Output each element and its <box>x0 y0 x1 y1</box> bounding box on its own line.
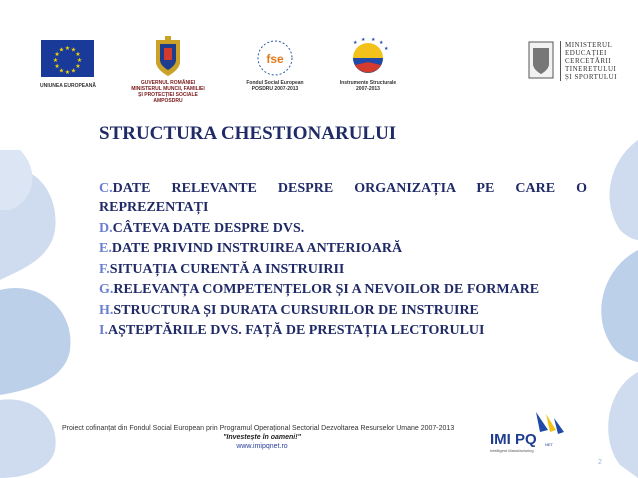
list-item <box>99 219 587 238</box>
fse-logo-text: fse <box>266 52 284 66</box>
list-item-text: DATE RELEVANTE DESPRE ORGANIZAȚIA PE CARE O REPREZENTAȚI <box>99 181 587 215</box>
list-item-text: RELEVANȚA COMPETENȚELOR ȘI A NEVOILOR DE FORMARE <box>113 282 540 297</box>
imipq-logo-icon <box>488 410 568 460</box>
is-caption: Instrumente Structurale 2007-2013 <box>339 80 397 92</box>
imipq-sub: Intelligent Manufacturing <box>490 448 534 453</box>
header-logos <box>0 0 638 120</box>
romania-coat-of-arms-icon <box>152 36 184 78</box>
list-item <box>99 239 587 258</box>
svg-text:★: ★ <box>58 67 65 75</box>
list-item-text: CÂTEVA DATE DESPRE DVS. <box>112 220 305 236</box>
page-number: 2 <box>598 459 602 466</box>
imipq-name: IMI PQ <box>490 431 537 448</box>
svg-text:★: ★ <box>70 46 77 54</box>
list-item <box>99 260 587 279</box>
list-item <box>99 280 587 299</box>
svg-text:★: ★ <box>54 51 60 58</box>
footer <box>62 424 462 451</box>
list-item-text: STRUCTURA ȘI DURATA CURSURILOR DE INSTRUIRE <box>113 302 479 318</box>
svg-text:★: ★ <box>54 63 60 70</box>
list-item-letter: D. <box>99 220 113 236</box>
svg-text:★: ★ <box>379 40 384 46</box>
fse-caption: Fondul Social European POSDRU 2007-2013 <box>246 80 304 92</box>
list-item <box>99 301 587 320</box>
list-item-letter: F. <box>99 261 110 277</box>
list-item-text: AȘTEPTĂRILE DVS. FAȚĂ DE PRESTAȚIA LECTORULUI <box>107 323 485 338</box>
list-item-letter: I. <box>99 323 108 338</box>
list-item-letter: C. <box>99 181 113 196</box>
list-item-letter: E. <box>99 241 112 256</box>
svg-text:★: ★ <box>64 45 71 52</box>
fse-logo-icon <box>255 38 295 78</box>
list-item-text: SITUAȚIA CURENTĂ A INSTRUIRII <box>109 261 345 277</box>
svg-text:★: ★ <box>384 46 389 52</box>
list-item <box>99 179 587 217</box>
page-title: STRUCTURA CHESTIONARULUI <box>99 123 397 144</box>
gov-caption: GUVERNUL ROMÂNIEI MINISTERUL MUNCII, FAMILIEI ȘI PROTECȚIEI SOCIALE AMPOSDRU <box>131 80 205 104</box>
svg-text:★: ★ <box>76 57 83 64</box>
svg-text:★: ★ <box>353 40 358 46</box>
svg-text:★: ★ <box>64 69 71 76</box>
svg-text:★: ★ <box>70 67 77 75</box>
svg-text:★: ★ <box>371 37 376 43</box>
svg-text:★: ★ <box>75 63 81 70</box>
eu-caption: UNIUNEA EUROPEANĂ <box>40 83 96 89</box>
svg-text:★: ★ <box>58 46 65 54</box>
imipq-tagline: NET <box>545 442 553 447</box>
footer-slogan: "Investește în oameni!" <box>223 434 301 441</box>
ministry-crest-icon <box>527 40 555 80</box>
list-item-text: DATE PRIVIND INSTRUIREA ANTERIOARĂ <box>111 241 403 256</box>
instrumente-structurale-logo-icon <box>345 36 391 78</box>
list-item <box>99 321 587 340</box>
eu-flag-icon <box>41 40 94 77</box>
ministry-text: MINISTERUL EDUCAȚIEI CERCETĂRII TINERETULUI ȘI SPORTULUI <box>560 41 629 81</box>
svg-text:★: ★ <box>75 51 81 58</box>
questionnaire-sections-list <box>99 179 587 342</box>
footer-website-link[interactable]: www.imipqnet.ro <box>236 443 288 450</box>
svg-text:★: ★ <box>361 37 366 43</box>
list-item-letter: H. <box>99 302 114 318</box>
list-item-letter: G. <box>99 282 114 297</box>
svg-text:★: ★ <box>52 57 59 64</box>
footer-cofinancing-text: Proiect cofinanțat din Fondul Social European prin Programul Operațional Sectorial Dezvoltarea Resurselor Umane 2007-2013 <box>62 425 455 432</box>
